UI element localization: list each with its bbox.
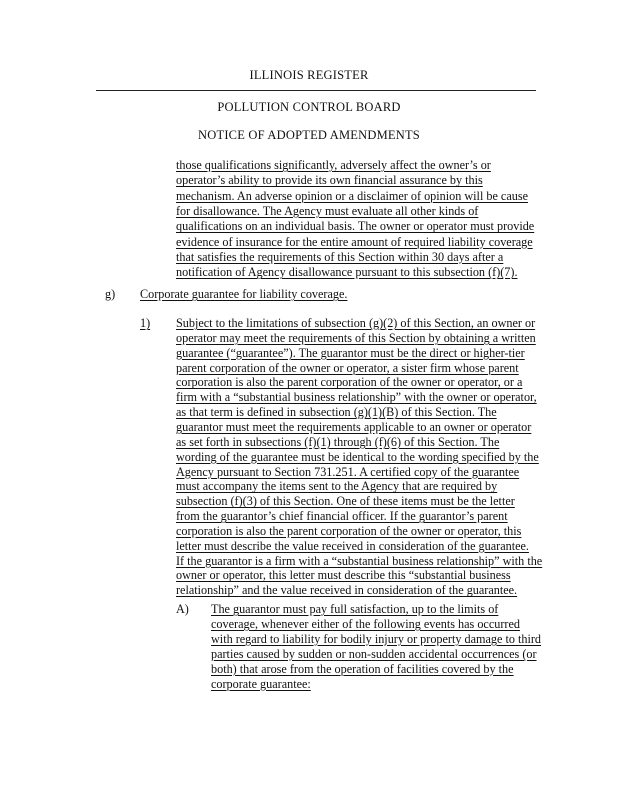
text-line: qualifications on an individual basis. The owner or operator must provide bbox=[176, 219, 535, 234]
text-line: as that term is defined in subsection (g)(1)(B) of this Section. The bbox=[176, 405, 497, 420]
text-line: owner or operator, this letter must describe this “substantial business bbox=[176, 568, 511, 583]
text-line: mechanism. An adverse opinion or a disclaimer of opinion will be cause bbox=[176, 188, 528, 203]
text-line: that satisfies the requirements of this Section within 30 days after a bbox=[176, 249, 504, 264]
text-line: corporation is also the parent corporation of the owner or operator, or a bbox=[176, 375, 523, 390]
text-line: must accompany the items sent to the Agency that are required by bbox=[176, 479, 498, 494]
header-rule bbox=[96, 90, 536, 91]
text-line: as set forth in subsections (f)(1) through (f)(6) of this Section. The bbox=[176, 434, 500, 449]
text-line: parties caused by sudden or non-sudden accidental occurrences (or bbox=[211, 646, 537, 661]
text-line: corporate guarantee: bbox=[211, 676, 311, 691]
text-line: corporation is also the parent corporation of the owner or operator, this bbox=[176, 523, 522, 538]
text-line: subsection (f)(3) of this Section. One of these items must be the letter bbox=[176, 494, 515, 509]
text-line: guarantor must meet the requirements applicable to an owner or operator bbox=[176, 419, 532, 434]
text-line: both) that arose from the operation of facilities covered by the bbox=[211, 661, 514, 676]
text-line: with regard to liability for bodily injury or property damage to third bbox=[211, 631, 542, 646]
text-line: from the guarantor’s chief financial officer. If the guarantor’s parent bbox=[176, 509, 508, 524]
text-line: coverage, whenever either of the following events has occurred bbox=[211, 616, 520, 631]
item-1-marker: 1) bbox=[140, 316, 151, 330]
text-line: operator may meet the requirements of this Section by obtaining a written bbox=[176, 330, 536, 345]
section-g-marker: g) bbox=[105, 287, 116, 301]
text-line: Subject to the limitations of subsection (g)(2) of this Section, an owner or bbox=[176, 316, 536, 330]
text-line: guarantee (“guarantee”). The guarantor must be the direct or higher-tier bbox=[176, 345, 525, 360]
notice-header: NOTICE OF ADOPTED AMENDMENTS bbox=[198, 128, 420, 142]
text-line: letter must describe the value received in consideration of the guarantee. bbox=[176, 538, 529, 553]
text-line: operator’s ability to provide its own financial assurance by this bbox=[176, 173, 483, 188]
text-line: relationship” and the value received in consideration of the guarantee. bbox=[176, 583, 518, 598]
register-header: ILLINOIS REGISTER bbox=[249, 68, 369, 82]
board-header: POLLUTION CONTROL BOARD bbox=[217, 100, 401, 114]
text-line: firm with a “substantial business relationship” with the owner or operator, bbox=[176, 390, 537, 405]
section-g-title: Corporate guarantee for liability coverage. bbox=[140, 287, 348, 301]
text-line: The guarantor must pay full satisfaction, up to the limits of bbox=[211, 602, 499, 616]
text-line: wording of the guarantee must be identical to the wording specified by the bbox=[176, 449, 539, 464]
text-line: notification of Agency disallowance pursuant to this subsection (f)(7). bbox=[176, 265, 518, 280]
text-line: parent corporation of the owner or operator, a sister firm whose parent bbox=[176, 360, 519, 375]
text-line: evidence of insurance for the entire amount of required liability coverage bbox=[176, 234, 533, 249]
text-line: If the guarantor is a firm with a “substantial business relationship” with the bbox=[176, 553, 543, 568]
text-line: Agency pursuant to Section 731.251. A certified copy of the guarantee bbox=[176, 464, 520, 479]
text-line: those qualifications significantly, adversely affect the owner’s or bbox=[176, 158, 491, 172]
text-line: for disallowance. The Agency must evaluate all other kinds of bbox=[176, 203, 479, 218]
item-a-marker: A) bbox=[176, 602, 189, 616]
